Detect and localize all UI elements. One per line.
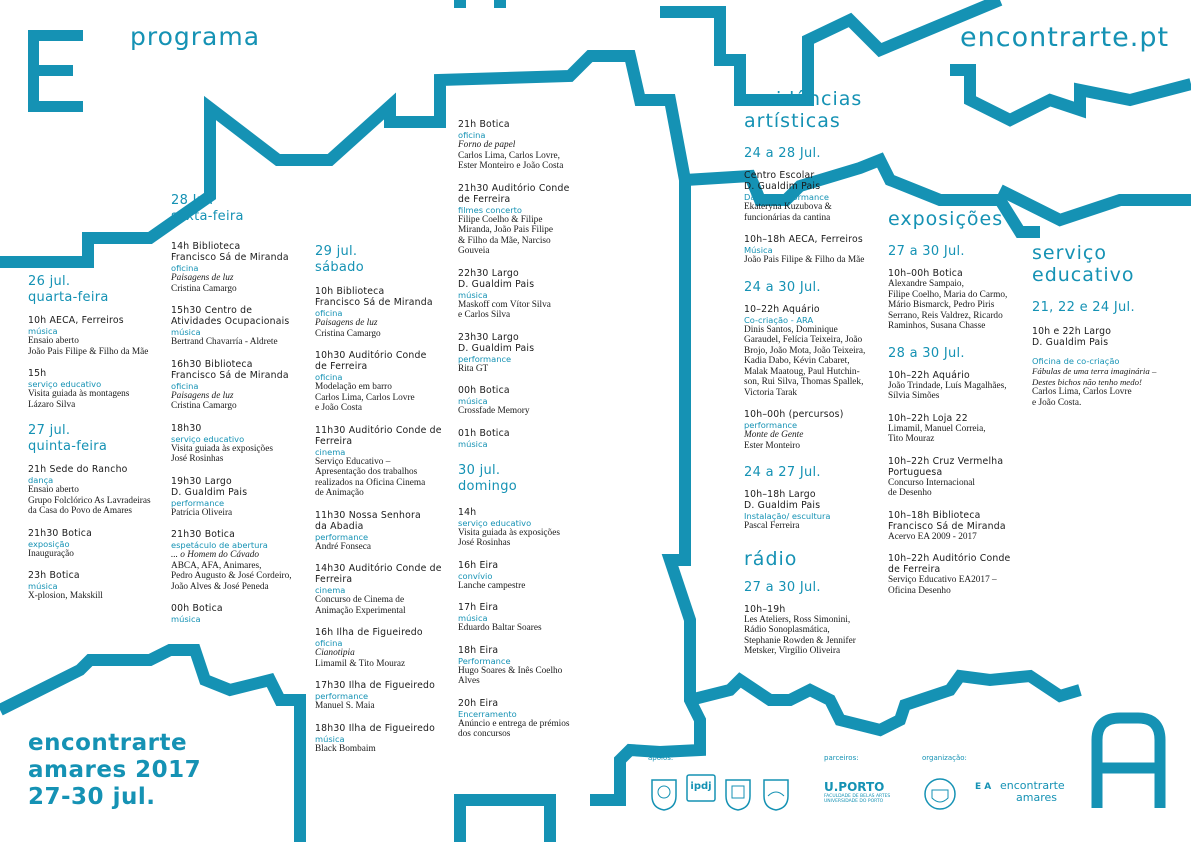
event-line: funcionárias da cantina [744, 212, 831, 223]
event-line: Crossfade Memory [458, 406, 530, 416]
event-time-place: 00h Botica [458, 385, 510, 396]
event-place: D. Gualdim Pais [171, 486, 248, 498]
event-kind: música [171, 614, 201, 624]
event-line: Dinis Santos, Dominique [744, 324, 838, 335]
event-time-place: 10h–22h Loja 22 [888, 412, 968, 424]
event [744, 604, 884, 657]
event-place: D. Gualdim Pais [458, 278, 535, 290]
event-line: realizados na Oficina Cinema [315, 477, 426, 488]
event-line: Serviço Educativo EA2017 – [888, 575, 997, 585]
event-line: Carlos Lima, Carlos Lovre, [458, 150, 560, 161]
event [458, 385, 598, 417]
event-place: D. Gualdim Pais [744, 500, 821, 511]
event-line: Pedro Augusto & José Cordeiro, [171, 571, 292, 581]
event-time-place: 14h [458, 506, 477, 518]
event-place: Francisco Sá de Miranda [171, 369, 289, 381]
exposicoes-section [888, 208, 1028, 607]
event-time-place: 15h [28, 368, 47, 379]
uporto-logo [824, 780, 896, 804]
event-kind: serviço educativo [458, 517, 532, 528]
event-time-place: 21h30 Botica [171, 529, 236, 540]
event-line: Visita guiada às montagens [28, 389, 130, 399]
day-28-date: 28 Jul. [171, 193, 214, 208]
event [888, 510, 1028, 543]
event-kind: cinema [315, 446, 346, 457]
map-line-lower-right [690, 676, 1080, 730]
event-line: Kadia Dabo, Kévin Cabaret, [744, 356, 850, 366]
map-line-right-top [660, 0, 1000, 100]
day-26-date: 26 jul. [28, 274, 71, 289]
event-kind: oficina [171, 263, 199, 273]
event [28, 368, 178, 410]
event-line: son, Rui Silva, Thomas Spallek, [744, 377, 864, 387]
event-line: Alexandre Sampaio, [888, 279, 964, 289]
event-line: Filipe Coelho, Maria do Carmo, [888, 289, 1008, 300]
event-line: Patrícia Oliveira [171, 507, 233, 518]
educativo-title-1: serviço [1032, 242, 1107, 264]
event [888, 456, 1028, 499]
event-kind: Música [744, 245, 773, 255]
event-time-place: 18h30 [171, 422, 202, 434]
event-time-place: 10h–19h [744, 603, 786, 615]
event-kind: música [28, 581, 58, 591]
educativo-dates: 21, 22 e 24 Jul. [1032, 300, 1135, 315]
event [888, 370, 1028, 402]
event-time-place: 10h–22h Cruz Vermelha [888, 455, 1004, 467]
event [28, 528, 178, 560]
event-line: Cristina Camargo [315, 328, 381, 339]
day-30-weekday: domingo [458, 478, 518, 494]
event-title: Monte de Gente [744, 430, 804, 440]
event-line: & Filho da Mãe, Narciso [458, 235, 551, 246]
event-kind: cinema [315, 585, 346, 595]
map-line-vertical [590, 180, 700, 800]
event-line: Concurso Internacional [888, 477, 975, 488]
event-time-place: 15h30 Centro de [171, 305, 253, 316]
event [171, 241, 311, 294]
event-line: e João Costa. [1032, 397, 1082, 408]
day-29-date: 29 jul. [315, 244, 358, 259]
event-time-place: 00h Botica [171, 603, 223, 614]
event [28, 570, 178, 602]
event-line: Gouveia [458, 246, 490, 256]
event-line: Les Ateliers, Ross Simonini, [744, 614, 851, 625]
event-line: Bertrand Chavarría - Aldrete [171, 337, 278, 347]
event-line: João Trindade, Luís Magalhães, [888, 380, 1007, 391]
event [315, 286, 455, 339]
event-line: Apresentação dos trabalhos [315, 467, 418, 477]
event-kind: serviço educativo [28, 379, 102, 389]
exposicoes-dates-1: 27 a 30 Jul. [888, 244, 965, 259]
event-line: da Casa do Povo de Amares [28, 506, 133, 516]
ea-logo-name-1: encontrarte [1000, 779, 1065, 792]
event-line: Rita GT [458, 363, 489, 374]
column-29-jul [315, 244, 455, 765]
event-line: Black Bombaim [315, 743, 376, 754]
event-time-place: 10–22h Aquário [744, 303, 820, 315]
day-27-weekday: quinta-feira [28, 439, 108, 454]
event-kind: música [28, 326, 58, 336]
event-kind: performance [315, 691, 369, 701]
event [28, 464, 178, 517]
event [1032, 326, 1182, 408]
day-26-weekday: quarta-feira [28, 290, 109, 305]
event-time-place: 21h Botica [458, 119, 510, 130]
event [171, 423, 311, 465]
event-time-place: 10h–22h Aquário [888, 369, 970, 381]
event-line: João Alves & José Peneda [171, 581, 269, 592]
event-line: Ensaio aberto [28, 485, 79, 495]
event-time-place: 10h–18h Largo [744, 489, 816, 500]
event-kind: oficina [315, 308, 343, 318]
footer-title [28, 730, 201, 811]
event-kind: oficina [315, 638, 343, 648]
exposicoes-dates-2: 28 a 30 Jul. [888, 345, 965, 361]
event-kind: performance [315, 531, 369, 542]
day-27-date: 27 jul. [28, 423, 71, 438]
event-line: Brojo, João Mota, João Teixeira, [744, 345, 866, 356]
event-kind: música [458, 396, 488, 406]
event [458, 332, 598, 375]
educativo-title-2: educativo [1032, 264, 1135, 286]
event-time-place: 10h Biblioteca [315, 286, 385, 297]
event-line: Mário Bismarck, Pedro Piris [888, 300, 995, 310]
event-line: Garaudel, Felícia Teixeira, João [744, 335, 863, 345]
event [171, 476, 311, 519]
event [458, 560, 598, 592]
event-line: Inauguração [28, 548, 74, 559]
apoios-label: apoios: [648, 754, 674, 762]
column-28-jul [171, 193, 311, 635]
event-kind: oficina [458, 130, 486, 140]
event-title: Fábulas de uma terra imaginária – Destes bichos não tenho medo! [1032, 366, 1157, 387]
event [315, 680, 455, 712]
footer-line-2: amares 2017 [28, 757, 202, 783]
event-line: Ester Monteiro e João Costa [458, 161, 564, 171]
event-line: X-plosion, Makskill [28, 591, 103, 601]
event-time-place: 21h30 Botica [28, 527, 93, 539]
residencias-section [744, 88, 884, 668]
event [458, 183, 598, 257]
event-line: Sílvia Simões [888, 391, 940, 401]
event-title: Paisagens de luz [171, 273, 234, 283]
event-place: de Ferreira [458, 193, 511, 205]
event-time-place: 10h–18h AECA, Ferreiros [744, 234, 863, 245]
event-place: D. Gualdim Pais [1032, 337, 1109, 348]
event-kind: música [458, 289, 488, 300]
event-kind: oficina [171, 380, 199, 391]
event-time-place: 16h Eira [458, 559, 499, 571]
event-place: de Ferreira [888, 564, 941, 575]
event-line: Visita guiada às exposições [458, 527, 560, 538]
municipality-crest-icon [760, 776, 792, 812]
event-title: Paisagens de luz [171, 390, 234, 401]
event-line: Carlos Lima, Carlos Lovre [315, 392, 415, 403]
ea-logo-text [1000, 780, 1065, 804]
event-line: Rádio Sonoplasmática, [744, 625, 830, 635]
event-line: Serviço Educativo – [315, 456, 391, 467]
event-kind: filmes concerto [458, 204, 522, 215]
event-line: Ensaio aberto [28, 336, 79, 346]
event-kind: música [458, 438, 488, 449]
event-kind: Encerramento [458, 708, 517, 719]
event-line: de Desenho [888, 488, 932, 498]
municipality-crest-icon [722, 776, 754, 812]
event-place: D. Gualdim Pais [744, 181, 821, 192]
event-place: de Ferreira [315, 361, 368, 372]
big-letter-e [28, 30, 83, 112]
organization-crest-icon [922, 776, 958, 812]
event-line: João Pais Filipe & Filho da Mãe [744, 255, 865, 265]
big-letter-a [1097, 718, 1160, 808]
event-line: Carlos Lima, Carlos Lovre [1032, 387, 1132, 397]
event [888, 268, 1028, 332]
event-time-place: 10h–00h Botica [888, 268, 963, 279]
event [744, 304, 884, 399]
event-title: Paisagens de luz [315, 318, 378, 328]
event [458, 507, 598, 549]
residencias-title-2: artísticas [744, 110, 841, 132]
event-title: ... o Homem do Cávado [171, 550, 260, 560]
event-time-place: 16h Ilha de Figueiredo [315, 627, 423, 638]
event-time-place: Centro Escolar [744, 170, 815, 181]
event-line: Victoria Tarak [744, 387, 798, 398]
exposicoes-title: exposições [888, 208, 1004, 230]
footer-line-3: 27-30 jul. [28, 784, 156, 810]
site-url[interactable]: encontrarte.pt [960, 22, 1170, 53]
event-time-place: 10h e 22h Largo [1032, 326, 1112, 337]
event-line: Metsker, Virgílio Oliveira [744, 646, 841, 656]
event-line: dos concursos [458, 729, 511, 739]
event-line: Lanche campestre [458, 580, 526, 591]
organizacao-label: organização: [922, 754, 967, 762]
radio-dates: 27 a 30 Jul. [744, 579, 821, 595]
event-time-place: 20h Eira [458, 697, 499, 709]
event [171, 359, 311, 412]
event-line: Animação Experimental [315, 605, 406, 616]
event [458, 602, 598, 634]
event-line: Anúncio e entrega de prémios [458, 718, 570, 729]
event-time-place: 18h Eira [458, 644, 499, 656]
map-line-right-mid [950, 70, 1191, 120]
ipdj-text: ipdj [690, 781, 712, 792]
event-time-place: 17h30 Ilha de Figueiredo [315, 680, 436, 691]
event [744, 234, 884, 266]
event [458, 645, 598, 687]
event-place: D. Gualdim Pais [458, 342, 535, 354]
event-place: Francisco Sá de Miranda [888, 520, 1006, 532]
event-kind: música [315, 733, 345, 744]
event-place: Atividades Ocupacionais [171, 316, 290, 327]
event-line: Eduardo Baltar Soares [458, 623, 542, 633]
map-line-bottom-mid [460, 800, 550, 842]
event [171, 529, 311, 592]
event [171, 305, 311, 348]
event-line: Ester Monteiro [744, 440, 801, 451]
event-time-place: 10h–22h Auditório Conde [888, 553, 1011, 564]
parceiros-label: parceiros: [824, 754, 859, 762]
column-29-jul-night-30-jul [458, 119, 598, 751]
map-line-right-branch [1000, 190, 1191, 220]
event-kind: Instalação/ escultura [744, 511, 831, 521]
event-kind: performance [171, 497, 225, 508]
event-line: Alves [458, 676, 480, 686]
event-time-place: 01h Botica [458, 427, 510, 439]
event-time-place: 18h30 Ilha de Figueiredo [315, 722, 436, 734]
event-time-place: 23h30 Largo [458, 331, 519, 343]
event-kind: Dança/ performance [744, 192, 829, 202]
event-line: José Rosinhas [458, 538, 511, 548]
event-line: Raminhos, Susana Chasse [888, 321, 986, 331]
day-28-weekday: sexta-feira [171, 209, 244, 224]
event-line: Cristina Camargo [171, 401, 237, 411]
event-time-place: 23h Botica [28, 570, 80, 581]
event-time-place: 14h Biblioteca [171, 241, 241, 252]
event-time-place: 16h30 Biblioteca [171, 358, 253, 370]
event-kind: oficina [315, 372, 343, 382]
day-29-weekday: sábado [315, 260, 364, 275]
event-time-place: 10h AECA, Ferreiros [28, 315, 124, 326]
event-line: Grupo Folclórico As Lavradeiras [28, 495, 151, 506]
educativo-section [1032, 242, 1182, 419]
event-line: ABCA, AFA, Animares, [171, 560, 262, 571]
event [315, 510, 455, 553]
event [744, 489, 884, 532]
event-line: Tito Mouraz [888, 434, 935, 444]
event-line: Cristina Camargo [171, 283, 237, 294]
event-place: da Abadia [315, 520, 364, 532]
event-kind: performance [744, 420, 798, 430]
event-line: Pascal Ferreira [744, 521, 800, 531]
event-line: de Animação [315, 488, 364, 498]
event [458, 119, 598, 172]
event-line: Filipe Coelho & Filipe [458, 214, 543, 225]
residencias-dates-1: 24 a 28 Jul. [744, 146, 821, 161]
column-26-27-jul [28, 274, 178, 613]
event [744, 170, 884, 223]
event [28, 315, 178, 357]
event-title: Forno de papel [458, 140, 516, 150]
event-line: Limamil, Manuel Correia, [888, 423, 986, 434]
event-place: Ferreira [315, 435, 353, 447]
event-place: Francisco Sá de Miranda [315, 297, 433, 308]
event [744, 409, 884, 451]
event [315, 350, 455, 414]
event-line: Ekateryna Kuzubova & [744, 202, 832, 212]
event-line: Modelação em barro [315, 382, 392, 392]
event-time-place: 10h–18h Biblioteca [888, 509, 981, 521]
programa-title: programa [130, 22, 261, 51]
residencias-dates-3: 24 a 27 Jul. [744, 465, 821, 480]
event-time-place: 17h Eira [458, 602, 499, 613]
uporto-subtext: FACULDADE DE BELAS ARTES UNIVERSIDADE DO PORTO [824, 794, 891, 804]
event-kind: Co-criação - ARA [744, 314, 814, 325]
ipdj-logo [686, 774, 716, 806]
event-line: Oficina Desenho [888, 585, 951, 596]
event-line: Lázaro Silva [28, 399, 76, 410]
event-line: Maskoff com Vítor Silva [458, 299, 551, 310]
event-time-place: 22h30 Largo [458, 267, 519, 279]
ea-logo-letters: E A [975, 782, 992, 792]
event-kind: Performance [458, 655, 511, 666]
event-kind: performance [458, 353, 512, 364]
radio-title: rádio [744, 547, 798, 570]
event-kind: música [458, 613, 488, 623]
event [315, 723, 455, 755]
event-line: Concurso de Cinema de [315, 595, 405, 605]
event-time-place: 10h–00h (percursos) [744, 409, 844, 420]
event-kind: dança [28, 475, 54, 485]
event-line: Acervo EA 2009 - 2017 [888, 531, 977, 542]
event-kind: serviço educativo [171, 433, 245, 444]
municipality-crest-icon [648, 776, 680, 812]
event-kind: convívio [458, 570, 493, 581]
event-time-place: 11h30 Auditório Conde de [315, 424, 442, 436]
event [315, 563, 455, 616]
event [458, 698, 598, 740]
event-line: Stephanie Rowden & Jennifer [744, 635, 856, 646]
ea-logo-name-2: amares [1016, 791, 1057, 804]
event-line: Miranda, João Pais Filipe [458, 225, 554, 235]
day-30-date: 30 jul. [458, 462, 501, 478]
event-line: Serrano, Reis Valdrez, Ricardo [888, 310, 1003, 321]
event-line: José Rosinhas [171, 454, 224, 464]
event [315, 425, 455, 499]
event-time-place: 21h30 Auditório Conde [458, 182, 570, 194]
event-time-place: 21h Sede do Rancho [28, 464, 128, 475]
event [888, 413, 1028, 445]
event-line: João Pais Filipe & Filho da Mãe [28, 346, 149, 357]
event [315, 627, 455, 669]
event-line: Visita guiada às exposições [171, 443, 273, 454]
event [171, 603, 311, 624]
event [458, 428, 598, 449]
event-title: Cianotipia [315, 648, 355, 658]
event-kind: exposição [28, 538, 70, 549]
event [458, 268, 598, 321]
event-kind: música [171, 327, 201, 337]
residencias-title-1: residências [744, 88, 863, 110]
event [888, 553, 1028, 596]
event-line: Malak Maatoug, Paul Hutchin- [744, 366, 860, 377]
uporto-text: U.PORTO [824, 780, 885, 794]
event-line: André Fonseca [315, 541, 372, 552]
event-time-place: 11h30 Nossa Senhora [315, 509, 421, 521]
footer-line-1: encontrarte [28, 730, 188, 756]
event-line: Limamil & Tito Mouraz [315, 658, 406, 669]
event-line: Manuel S. Maia [315, 701, 375, 711]
event-place: Ferreira [315, 574, 353, 585]
event-time-place: 14h30 Auditório Conde de [315, 563, 442, 574]
event-kind: Oficina de co-criação [1032, 356, 1120, 366]
event-line: e Carlos Silva [458, 310, 511, 320]
residencias-dates-2: 24 a 30 Jul. [744, 279, 821, 295]
event-place: Francisco Sá de Miranda [171, 252, 289, 263]
event-kind: espetáculo de abertura [171, 540, 268, 550]
event-line: Hugo Soares & Inês Coelho [458, 665, 563, 676]
event-place: Portuguesa [888, 466, 943, 478]
event-time-place: 19h30 Largo [171, 475, 232, 487]
event-time-place: 10h30 Auditório Conde [315, 350, 427, 361]
event-line: e João Costa [315, 403, 362, 413]
